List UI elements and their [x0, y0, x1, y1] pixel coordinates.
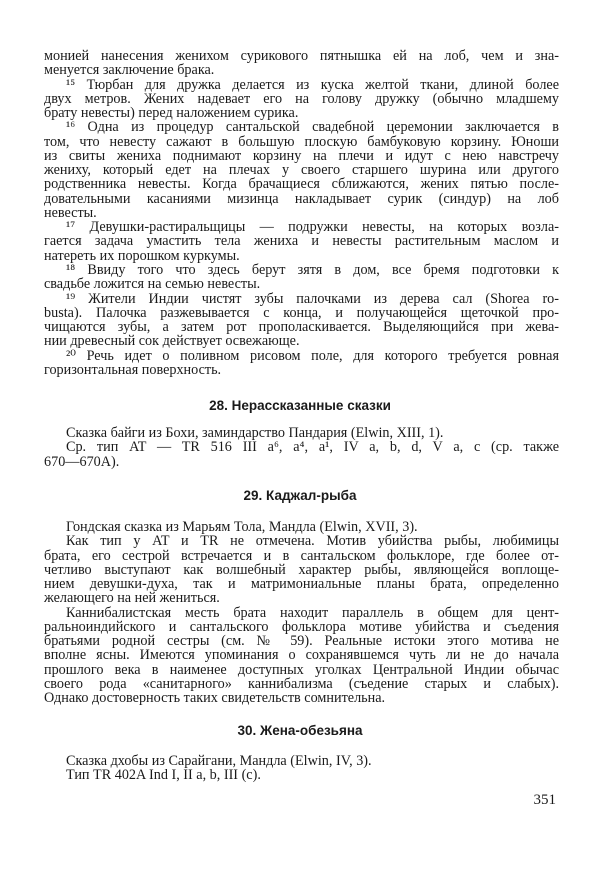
text-line: братьями родной сестры (см. № 59). Реальные истоки этого мотива не: [44, 633, 559, 650]
text-line: ²⁰ Речь идет о поливном рисовом поле, для которого требуется ровная: [66, 347, 559, 364]
text-line: прошлого века в наименее доступных уголках Центральной Индии обычас: [44, 661, 559, 678]
text-line: Ср. тип AT — TR 516 III a⁶, a⁴, a¹, IV a, b, d, V a, c (ср. также: [66, 439, 559, 456]
text-line: родственника невесты. Когда брачащиеся сближаются, жених пятью после-: [44, 176, 559, 193]
text-line: ральноиндийского и сантальского фольклора мотиве убийства и съедения: [44, 618, 559, 635]
text-line: том, что невесту сажают в большую плоскую бамбуковую корзину. Юноши: [44, 133, 559, 150]
text-line: ¹⁹ Жители Индии чистят зубы палочками из дерева сал (Shorea ro-: [66, 290, 559, 307]
page-number: 351: [533, 792, 556, 808]
text-line: ¹⁵ Тюрбан для дружка делается из куска желтой ткани, длиной более: [66, 76, 559, 93]
text-line: Сказка байги из Бохи, заминдарство Пандария (Elwin, XIII, 1).: [66, 425, 444, 441]
section-29-title: 29. Каджал-рыба: [243, 488, 357, 503]
text-line: вполне ясны. Имеются упоминания о сохранявшемся чуть ли не до начала: [44, 647, 559, 664]
text-line: желающего на ней жениться.: [44, 590, 220, 607]
text-line: своего рода «санитарного» каннибализма (съедение старых и слабых).: [44, 675, 559, 692]
text-line: 670—670A).: [44, 453, 120, 470]
text-line: монией нанесения женихом сурикового пятнышка ей на лоб, чем и зна-: [44, 48, 559, 64]
text-line: ¹⁶ Одна из процедур сантальской свадебной церемонии заключается в: [66, 119, 559, 136]
text-line: Каннибалистская месть брата находит параллель в общем для цент-: [66, 604, 559, 621]
text-line: довательными касаниями мизинца накладывает сурик (синдур) на лоб: [44, 190, 559, 207]
section-30-body: [44, 754, 559, 783]
text-line: гается задача умастить тела жениха и невесты растительным маслом и: [44, 233, 559, 250]
text-line: Сказка дхобы из Сарайгани, Мандла (Elwin, IV, 3).: [66, 753, 372, 769]
text-line: нии древесный сок действует освежающе.: [44, 333, 300, 350]
text-line: четливо выступают как волшебный характер рыбы, являющейся воплоще-: [44, 561, 559, 578]
text-line: брату невесты) перед наложением сурика.: [44, 105, 299, 122]
footnotes: [44, 49, 559, 377]
text-line: из свиты жениха поднимают корзину на плечи и идут с нею навстречу: [44, 147, 559, 164]
text-line: горизонтальная поверхность.: [44, 361, 222, 378]
text-line: невесты.: [44, 204, 97, 221]
text-line: нием девушки-духа, так и матримониальные планы брата, определенно: [44, 576, 559, 593]
text-line: брата, его сестрой встречается и в сантальском фольклоре, где более от-: [44, 547, 559, 564]
section-28-title: 28. Нерассказанные сказки: [209, 398, 391, 413]
text-line: жениху, который едет на плечах у своего старшего шурина или другого: [44, 162, 559, 179]
text-line: двух метров. Жених надевает его на голову дружку (обычно младшему: [44, 90, 559, 107]
text-line: натереть их порошком куркумы.: [44, 247, 240, 264]
text-line: busta). Палочка разжевывается с конца, и получающейся щеточкой про-: [44, 304, 559, 321]
text-line: Гондская сказка из Марьям Тола, Мандла (Elwin, XVII, 3).: [66, 519, 418, 535]
text-line: Как тип у AT и TR не отмечена. Мотив убийства рыбы, любимицы: [66, 533, 559, 550]
section-29-body: [44, 520, 559, 705]
text-line: ¹⁸ Ввиду того что здесь берут зятя в дом, все бремя подготовки к: [66, 261, 559, 278]
text-line: ¹⁷ Девушки-растиральщицы — подружки невесты, на которых возла-: [66, 219, 559, 236]
text-line: менуется заключение брака.: [44, 62, 215, 79]
text-line: чищаются зубы, а затем рот прополаскивается. Выделяющийся при жева-: [44, 319, 559, 336]
text-line: Тип TR 402A Ind I, II a, b, III (c).: [66, 767, 261, 784]
text-line: свадьбе ложится на семью невесты.: [44, 276, 261, 293]
text-line: Однако достоверность таких свидетельств сомнительна.: [44, 690, 386, 707]
section-30-title: 30. Жена-обезьяна: [237, 723, 363, 738]
section-28-body: [44, 426, 559, 469]
